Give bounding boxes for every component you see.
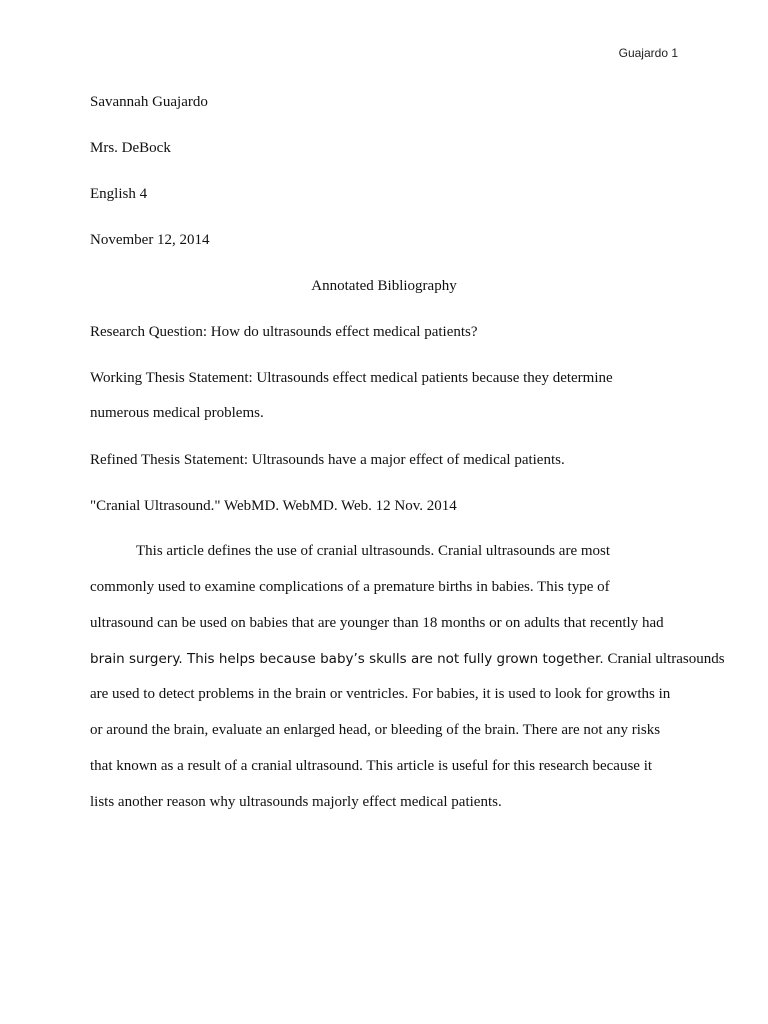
student-name: Savannah Guajardo <box>90 94 208 110</box>
citation: "Cranial Ultrasound." WebMD. WebMD. Web. 12 Nov. 2014 <box>90 498 457 514</box>
page-header-number: Guajardo 1 <box>618 46 678 60</box>
document-date: November 12, 2014 <box>90 232 210 248</box>
refined-thesis: Refined Thesis Statement: Ultrasounds have a major effect of medical patients. <box>90 452 565 468</box>
annotation-line-5: are used to detect problems in the brain or ventricles. For babies, it is used to look for growths in <box>90 686 671 702</box>
document-title: Annotated Bibliography <box>311 278 457 294</box>
annotation-line-4-calibri-text: brain surgery. This helps because baby’s skulls are not fully grown together. <box>90 651 604 667</box>
teacher-name: Mrs. DeBock <box>90 140 171 156</box>
course-name: English 4 <box>90 186 148 202</box>
research-question: Research Question: How do ultrasounds effect medical patients? <box>90 324 478 340</box>
annotation-line-1: This article defines the use of cranial ultrasounds. Cranial ultrasounds are most <box>136 543 611 559</box>
annotation-line-2: commonly used to examine complications of a premature births in babies. This type of <box>90 579 610 595</box>
annotation-line-4-serif-text: Cranial ultrasounds <box>603 651 725 667</box>
annotation-line-8: lists another reason why ultrasounds majorly effect medical patients. <box>90 794 502 810</box>
annotation-line-6: or around the brain, evaluate an enlarged head, or bleeding of the brain. There are not any risks <box>90 722 661 738</box>
working-thesis-line-1: Working Thesis Statement: Ultrasounds effect medical patients because they determine <box>90 370 613 386</box>
annotation-line-7: that known as a result of a cranial ultrasound. This article is useful for this research because it <box>90 758 653 774</box>
annotation-line-4 <box>90 650 725 668</box>
annotation-line-3: ultrasound can be used on babies that are younger than 18 months or on adults that recently had <box>90 615 664 631</box>
working-thesis-line-2: numerous medical problems. <box>90 405 264 421</box>
